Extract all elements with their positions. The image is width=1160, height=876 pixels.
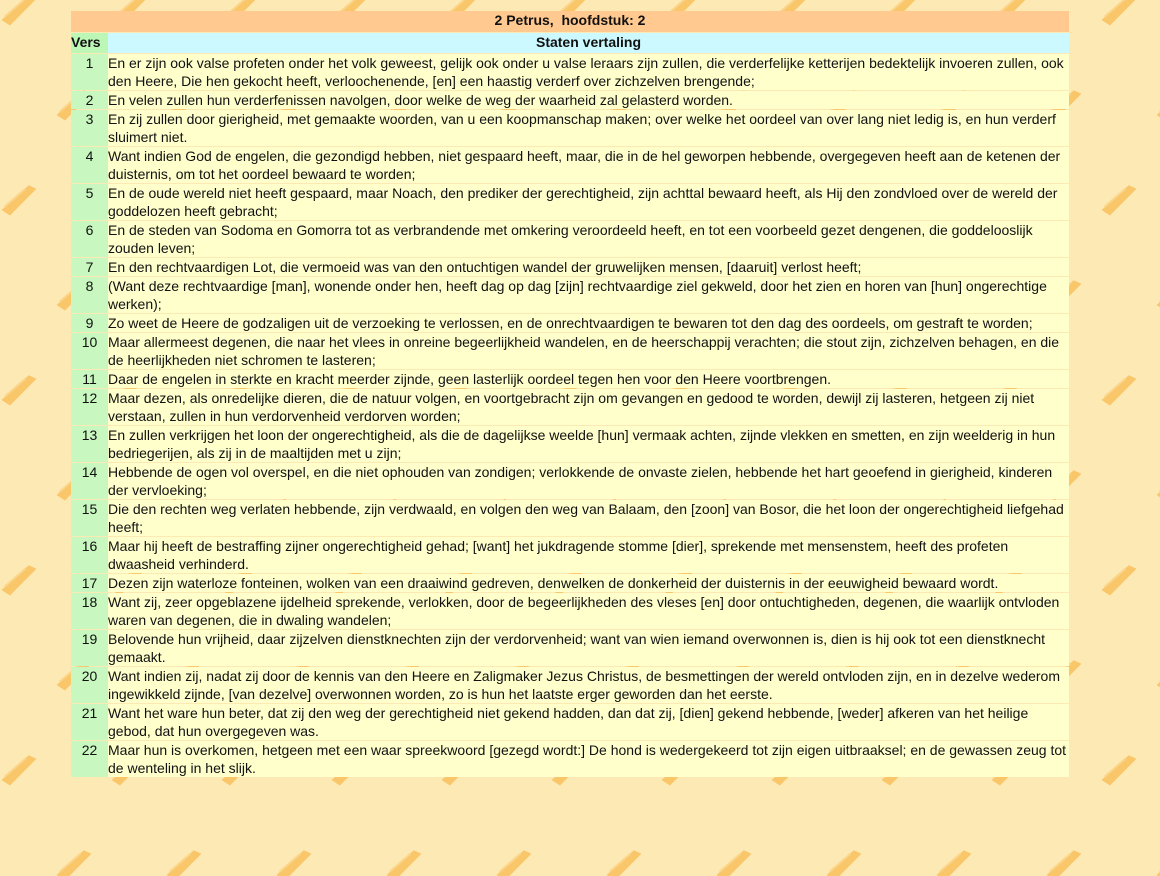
verse-text: En velen zullen hun verderfenissen navolgen, door welke de weg der waarheid zal gelasterd worden. bbox=[108, 91, 1069, 109]
header-row bbox=[71, 33, 1069, 53]
verse-text: En zij zullen door gierigheid, met gemaakte woorden, van u een koopmanschap maken; over welke het oordeel van over lang niet ledig is, en hun verderf sluimert niet. bbox=[108, 110, 1069, 146]
verse-row bbox=[71, 426, 1069, 462]
verse-number: 2 bbox=[71, 91, 108, 109]
verse-text: Want indien zij, nadat zij door de kennis van den Heere en Zaligmaker Jezus Christus, de besmettingen der wereld ontvloden zijn, en in dezelve wederom ingewikkeld zijnde, [van dezelve] overwonnen worden, zo is hun het laatste erger geworden dan het eerste. bbox=[108, 667, 1069, 703]
verse-number: 12 bbox=[71, 389, 108, 425]
quill-icon bbox=[0, 753, 42, 787]
verse-number: 5 bbox=[71, 184, 108, 220]
verse-row bbox=[71, 389, 1069, 425]
quill-icon bbox=[1097, 373, 1142, 407]
verse-text: Hebbende de ogen vol overspel, en die niet ophouden van zondigen; verlokkende de onvaste zielen, hebbende het hart geoefend in gierigheid, kinderen der vervloeking; bbox=[108, 463, 1069, 499]
verse-row bbox=[71, 277, 1069, 313]
verse-text: Zo weet de Heere de godzaligen uit de verzoeking te verlossen, en de onrechtvaardigen te bewaren tot den dag des oordeels, om gestraft te worden; bbox=[108, 314, 1069, 332]
verse-number: 10 bbox=[71, 333, 108, 369]
quill-icon bbox=[602, 848, 647, 876]
verse-number: 17 bbox=[71, 574, 108, 592]
translation-column-header: Staten vertaling bbox=[108, 33, 1069, 53]
verse-row bbox=[71, 463, 1069, 499]
verse-text: En zullen verkrijgen het loon der ongerechtigheid, als die de dagelijkse weelde [hun] vermaak achten, zijnde vlekken en smetten, en zijn weelderig in hun bedriegerijen, als zij in de maaltijden met u zijn; bbox=[108, 426, 1069, 462]
verse-number: 8 bbox=[71, 277, 108, 313]
verse-text: Want zij, zeer opgeblazene ijdelheid sprekende, verlokken, door de begeerlijkheden des vleses [en] door ontuchtigheden, degenen, die waarlijk ontvloden waren van degenen, die in dwaling wandelen; bbox=[108, 593, 1069, 629]
quill-icon bbox=[382, 848, 427, 876]
quill-icon bbox=[272, 848, 317, 876]
verse-row bbox=[71, 184, 1069, 220]
quill-icon bbox=[0, 0, 42, 28]
verse-text: Daar de engelen in sterkte en kracht meerder zijnde, geen lasterlijk oordeel tegen hen voor den Heere voortbrengen. bbox=[108, 370, 1069, 388]
verse-row bbox=[71, 704, 1069, 740]
verse-number: 4 bbox=[71, 147, 108, 183]
verse-row bbox=[71, 147, 1069, 183]
quill-icon bbox=[0, 563, 42, 597]
verse-text: Want indien God de engelen, die gezondigd hebben, niet gespaard heeft, maar, die in de hel geworpen hebbende, overgegeven heeft aan de ketenen der duisternis, om tot het oordeel bewaard te worden; bbox=[108, 147, 1069, 183]
title-row bbox=[71, 11, 1069, 32]
verse-number: 20 bbox=[71, 667, 108, 703]
verse-row bbox=[71, 667, 1069, 703]
verse-row bbox=[71, 630, 1069, 666]
verse-text: Want het ware hun beter, dat zij den weg der gerechtigheid niet gekend hadden, dan dat zij, [dien] gekend hebbende, [weder] afkeren van het heilige gebod, dat hun overgegeven was. bbox=[108, 704, 1069, 740]
verse-row bbox=[71, 574, 1069, 592]
verse-row bbox=[71, 54, 1069, 90]
verse-number: 11 bbox=[71, 370, 108, 388]
quill-icon bbox=[932, 848, 977, 876]
verse-number: 22 bbox=[71, 741, 108, 777]
verse-list bbox=[71, 54, 1069, 777]
quill-icon bbox=[1152, 88, 1160, 122]
vers-column-header: Vers bbox=[71, 33, 108, 53]
chapter-container bbox=[71, 10, 1069, 778]
verse-number: 16 bbox=[71, 537, 108, 573]
verses-table bbox=[71, 10, 1069, 778]
verse-number: 14 bbox=[71, 463, 108, 499]
verse-number: 19 bbox=[71, 630, 108, 666]
quill-icon bbox=[1097, 563, 1142, 597]
verse-row bbox=[71, 221, 1069, 257]
quill-icon bbox=[1097, 753, 1142, 787]
quill-icon bbox=[822, 848, 867, 876]
quill-icon bbox=[1152, 848, 1160, 876]
verse-text: (Want deze rechtvaardige [man], wonende onder hen, heeft dag op dag [zijn] rechtvaardige ziel gekweld, door het zien en horen van [hun] ongerechtige werken); bbox=[108, 277, 1069, 313]
verse-text: En de steden van Sodoma en Gomorra tot as verbrandende met omkering veroordeeld heeft, en tot een voorbeeld gezet dengenen, die goddeloos​lijk zouden leven; bbox=[108, 221, 1069, 257]
quill-icon bbox=[1152, 468, 1160, 502]
quill-icon bbox=[712, 848, 757, 876]
verse-row bbox=[71, 537, 1069, 573]
verse-text: En de oude wereld niet heeft gespaard, maar Noach, den prediker der gerechtigheid, zijn achttal bewaard heeft, als Hij den zondvloed over de wereld der goddelozen heeft gebracht; bbox=[108, 184, 1069, 220]
quill-icon bbox=[1152, 658, 1160, 692]
verse-number: 21 bbox=[71, 704, 108, 740]
verse-number: 7 bbox=[71, 258, 108, 276]
verse-number: 1 bbox=[71, 54, 108, 90]
verse-number: 15 bbox=[71, 500, 108, 536]
verse-text: En er zijn ook valse profeten onder het volk geweest, gelijk ook onder u valse leraars zijn zullen, die verderfelijke ketterijen bedektelijk invoeren zullen, ook den Heere, Die hen gekocht heeft, verloochenende, [en] een haastig verderf over zichzelven brengende; bbox=[108, 54, 1069, 90]
verse-text: En den rechtvaardigen Lot, die vermoeid was van den ontuchtigen wandel der gruwelijken mensen, [daaruit] verlost heeft; bbox=[108, 258, 1069, 276]
verse-row bbox=[71, 593, 1069, 629]
verse-text: Die den rechten weg verlaten hebbende, zijn verdwaald, en volgen den weg van Balaam, den [zoon] van Bosor, die het loon der ongerechtigheid liefgehad heeft; bbox=[108, 500, 1069, 536]
verse-row bbox=[71, 110, 1069, 146]
verse-text: Maar dezen, als onredelijke dieren, die de natuur volgen, en voortgebracht zijn om gevangen en gedood te worden, dewijl zij lasteren, hetgeen zij niet verstaan, zullen in hun verdorvenheid verdorven worden; bbox=[108, 389, 1069, 425]
quill-icon bbox=[492, 848, 537, 876]
verse-number: 9 bbox=[71, 314, 108, 332]
verse-row bbox=[71, 314, 1069, 332]
quill-icon bbox=[1152, 278, 1160, 312]
verse-number: 6 bbox=[71, 221, 108, 257]
verse-row bbox=[71, 258, 1069, 276]
verse-text: Maar hun is overkomen, hetgeen met een waar spreekwoord [gezegd wordt:] De hond is wedergekeerd tot zijn eigen uitbraaksel; en de gewassen zeug tot de wenteling in het slijk. bbox=[108, 741, 1069, 777]
quill-icon bbox=[0, 373, 42, 407]
verse-row bbox=[71, 333, 1069, 369]
quill-icon bbox=[1042, 848, 1087, 876]
verse-row bbox=[71, 370, 1069, 388]
verse-text: Belovende hun vrijheid, daar zijzelven dienstknechten zijn der verdorvenheid; want van wien iemand overwonnen is, dien is hij ook tot een dienstknecht gemaakt. bbox=[108, 630, 1069, 666]
quill-icon bbox=[162, 848, 207, 876]
verse-row bbox=[71, 741, 1069, 777]
verse-row bbox=[71, 500, 1069, 536]
verse-row bbox=[71, 91, 1069, 109]
verse-number: 18 bbox=[71, 593, 108, 629]
chapter-title: 2 Petrus, hoofdstuk: 2 bbox=[71, 11, 1069, 32]
verse-text: Maar allermeest degenen, die naar het vlees in onreine begeerlijkheid wandelen, en de heerschappij verachten; die stout zijn, zichzelven behagen, en die de heerlijkheden niet schromen te lasteren; bbox=[108, 333, 1069, 369]
verse-text: Dezen zijn waterloze fonteinen, wolken van een draaiwind gedreven, denwelken de donkerheid der duisternis in der eeuwigheid bewaard wordt. bbox=[108, 574, 1069, 592]
quill-icon bbox=[52, 848, 97, 876]
verse-text: Maar hij heeft de bestraffing zijner ongerechtigheid gehad; [want] het jukdragende stomme [dier], sprekende met mensenstem, heeft des profeten dwaasheid verhinderd. bbox=[108, 537, 1069, 573]
quill-icon bbox=[0, 183, 42, 217]
quill-icon bbox=[1097, 0, 1142, 28]
verse-number: 3 bbox=[71, 110, 108, 146]
verse-number: 13 bbox=[71, 426, 108, 462]
quill-icon bbox=[1097, 183, 1142, 217]
